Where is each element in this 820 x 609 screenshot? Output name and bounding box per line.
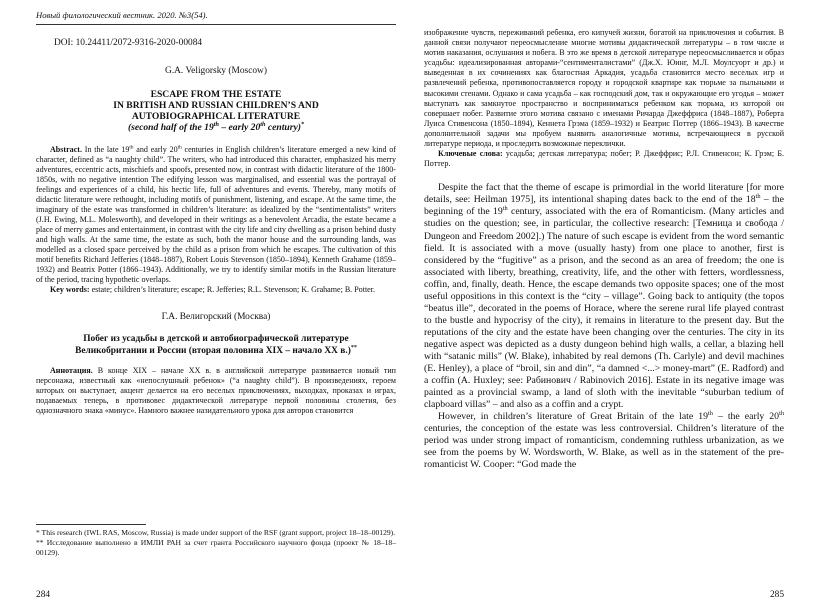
abstract-en: Abstract. In the late 19th and early 20th centuries in English children’s literature emerged a new kind of character, defined as “a naughty child”. The writers, who had introduced this character, emphasized his merry adventures, eccentric acts, mischiefs and spoofs, presented now, in contrast with didactic literature of the 1800-1850s, with no negative intention The edifying lesson was marginalised, and essential was the portrayal of feelings and experiences of a child, his hectic life, full of adventures and events. Thereby, many motifs of didactic literature were rethought, including motifs of punishment, listening, and escape. At the same time, the imaginary of the estate was transformed in children’s literature: as idealized by the “sentimentalists” writers (J.H. Ewing, M.L. Molesworth), and developed in their writings as a benevolent Arcadia, the estate became a place of merry games and entertainment, in contrast with the city life and city dwelling as a prison behind dusty and high walls. At the same time, the estate as such, both the manor house and the surrounding lands, was modelled as a closed space perceived by the child as a prison from which he escapes. The cultivation of this motif benefits Richard Jefferies (1848–1887), Robert Louis Stevenson (1850–1894), Kenneth Grahame (1859–1932) and Beatrix Potter (1866–1943). Additionally, we try to identify similar motifs in the Russian literature of the period, tracing hypothetic overlaps. bbox=[36, 144, 396, 285]
footnotes bbox=[36, 524, 396, 558]
footnote-2: ** Исследование выполнено в ИМЛИ РАН за счет гранта Российского научного фонда (проект № 18–18–00129). bbox=[36, 538, 396, 557]
abstract-ru-continued: изображение чувств, переживаний ребенка, его кипучей жизни, богатой на приключения и события. В данной связи получают переосмысление многие мотивы дидактической литературы – в том числе и мотив наказания, ослушания и побега. В это же время в детской литературе переосмысливается и образ усадьбы: идеализированная авторами-“сентименталистами” (Дж.Х. Юинг, М.Л. Моулсуорт и др.) и выведенная в их сочинениях как благостная Аркадия, усадьба становится место веселых игр и развлечений ребенка, противопоставляется городу и городской квартире как тюрьме за пыльными и высокими стенами. Однако и сама усадьба – как господский дом, так и окружающие его угодья – может выступать как замкнутое пространство и восприниматься ребенком как тюрьма, из которой он совершает побег. Развитие этого мотива связано с именами Ричарда Джеффриса (1848–1887), Роберта Луиса Стивенсона (1850–1894), Кеннета Грэма (1859–1932) и Беатрис Поттер (1866–1943). В качестве дополнительной задачи мы пробуем выявить аналогичные мотивы, встречающиеся в русской литературе периода, и проследить возможные переклички. bbox=[424, 28, 784, 149]
title-ru bbox=[36, 334, 396, 357]
title-en bbox=[36, 89, 396, 133]
page-number-left: 284 bbox=[36, 590, 51, 600]
doi: DOI: 10.24411/2072-9316-2020-00084 bbox=[54, 38, 203, 48]
keywords-ru: Ключевые слова: усадьба; детская литература; побег; Р. Джеффрис; Р.Л. Стивенсон; К. Грэм; Б. Поттер. bbox=[424, 149, 784, 169]
footnote-mark: ** bbox=[350, 344, 357, 351]
running-header: Новый филологический вестник. 2020. №3(54). bbox=[36, 10, 208, 20]
keywords-en: Key words: estate; children’s literature; escape; R. Jefferies; R.L. Stevenson; K. Grahame; B. Potter. bbox=[50, 285, 375, 295]
footnote-mark: * bbox=[300, 120, 305, 128]
footnote-1: * This research (IWL RAS, Moscow, Russia) is made under support of the RSF (grant support, project 18–18–00129). bbox=[36, 528, 396, 537]
author-en: G.A. Veligorsky (Moscow) bbox=[165, 66, 267, 76]
header-rule bbox=[36, 24, 396, 25]
abstract-ru: Аннотация. В конце XIX – начале XX в. в английской литературе развивается новый тип персонажа, известный как «непослушный ребенок» (“a naughty child”). В произведениях, героем которых он выступает, акцент делается на его веселых приключениях, выходках, проказах и играх, подаваемых теперь, в противовес дидактической литературе первой половины столетия, без однозначного знака «минус». Намного важнее назидательного урока для авторов становится bbox=[36, 366, 396, 416]
title-en-line-3: AUTOBIOGRAPHICAL LITERATURE bbox=[131, 111, 301, 122]
body-paragraph-2: However, in children’s literature of Great Britain of the late 19th – the early 20th centuries, the conception of the estate was less controversial. Children’s literature of the period was under strong impact of romanticism, condemning ruthless urbanization, as we see from the poems by W. Wordsworth, W. Blake, as well as in the statement of the pre-romanticist W. Cooper: “God made the bbox=[424, 409, 784, 471]
footnote-rule bbox=[36, 524, 146, 525]
title-ru-line-1: Побег из усадьбы в детской и автобиографической литературе bbox=[83, 334, 349, 345]
title-ru-line-2: Великобритании и России (вторая половина XIX – начало XX в.)** bbox=[75, 344, 357, 356]
title-en-subtitle: (second half of the 19th – early 20th century)* bbox=[127, 120, 305, 133]
body-paragraph-1: Despite the fact that the theme of escape is primordial in the world literature [for more details, see: Heilman 1975], its intentional shaping dates back to the end of the 18th – the beginning of the 19th century, associated with the era of Romanticism. (Many articles and studies on the question; see, in particular, the collective research: [Темница и свобода / Dungeon and Freedom 2002].) The nature of such escape is evident from the word semantic field. It is associated with a move (usually hasty) from one place to another, first is considered by the “fugitive” as a prison, and the second as an area of freedom; the one is associated with liberty, breathing, creativity, life, and the other with fetters, wordlessness, coffin, and, finally, death. Hence, the escape demands two opposite spaces; one of the most useful oppositions in this context is the “city – village”. Going back to antiquity (the topos “beatus ille”, decorated in the poems of Horace, where the serene rural life played contrast to the bustle and hypocrisy of the city), it remains in literature to the present day. But the reputations of the city and the estate have been changing over the centuries. The city in its negative aspect was depicted as a dusty dungeon behind high walls, a cellar, a blazing hell with “satanic mills” (W. Blake), inhabited by real demons (Th. Carlyle) and devil machines (E. Henley), a place of “broil, sin and din”, “a damned <...> money-mart” (E. Radford) and a coffin (A. Huxley; see: Рабинович / Rabinovich 2016]. Estate in its negative image was painted as a provincial swamp, a land of sloth with the inevitable “suburban tedium of clapboard villas” – and also as a coffin and a crypt. bbox=[424, 182, 785, 411]
page-number-right: 285 bbox=[769, 590, 784, 600]
title-en-line-2: IN BRITISH AND RUSSIAN CHILDREN’S AND bbox=[113, 100, 319, 111]
title-en-line-1: ESCAPE FROM THE ESTATE bbox=[150, 89, 282, 100]
author-ru: Г.А. Велигорский (Москва) bbox=[161, 312, 271, 323]
right-page bbox=[410, 0, 820, 609]
